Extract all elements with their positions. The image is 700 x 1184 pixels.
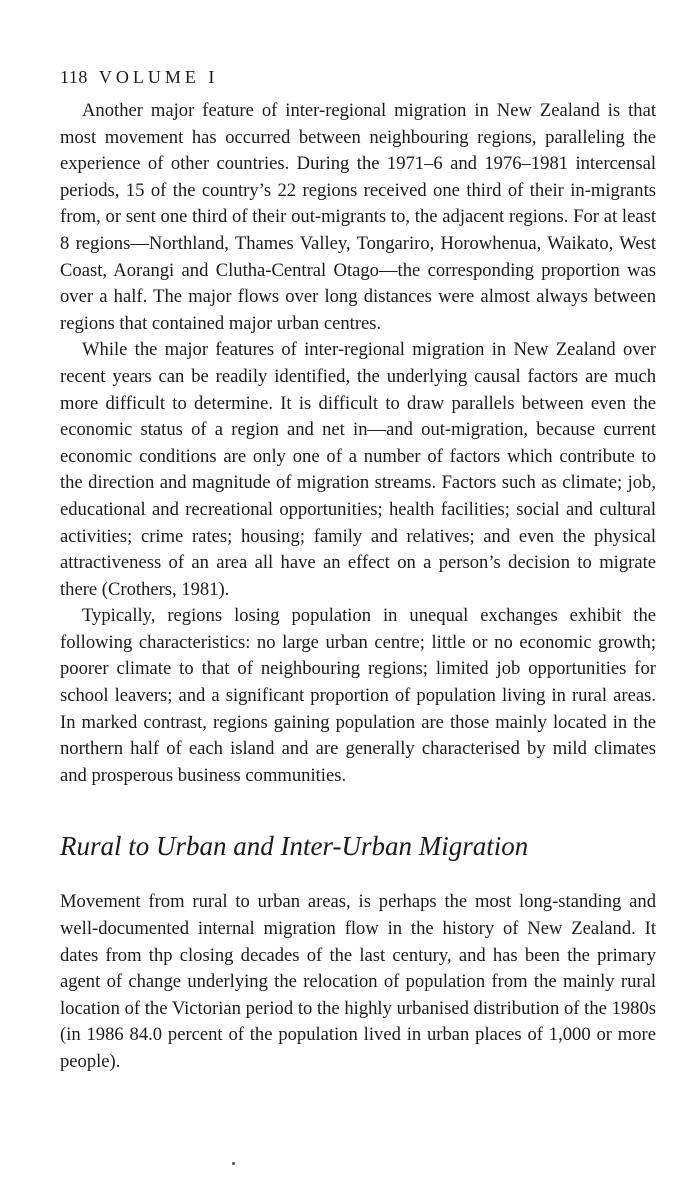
- book-page: [60, 64, 656, 1076]
- section-heading: Rural to Urban and Inter-Urban Migration: [60, 831, 529, 862]
- paragraph-neighbouring-regions: Another major feature of inter-regional migration in New Zealand is that most movement has occurred between neighbouring regions, paralleling the experience of other countries. During the 1971–6 and 1976–1981 intercensal periods, 15 of the country’s 22 regions received one third of their in-migrants from, or sent one third of their out-migrants to, the adjacent regions. For at least 8 regions—Northland, Thames Valley, Tongariro, Horowhenua, Waikato, West Coast, Aorangi and Clutha-Central Otago—the corresponding proportion was over a half. The major flows over long distances were almost always between regions that contained major urban centres.: [60, 100, 656, 334]
- paragraph-region-characteristics: Typically, regions losing population in unequal exchanges exhibit the following characteristics: no large urban centre; little or no economic growth; poorer climate to that of neighbouring regions; limited job opportunities for school leavers; and a significant proportion of population living in rural areas. In marked contrast, regions gaining population are those mainly located in the northern half of each island and are generally characterised by mild climates and prosperous business communities.: [60, 605, 656, 786]
- paragraph-rural-urban: Movement from rural to urban areas, is perhaps the most long-standing and well-documented internal migration flow in the history of New Zealand. It dates from thp closing decades of the last century, and has been the primary agent of change underlying the relocation of population from the mainly rural location of the Victorian period to the highly urbanised distribution of the 1980s (in 1986 84.0 percent of the population lived in urban places of 1,000 or more people).: [60, 891, 656, 1072]
- running-head: [60, 64, 656, 90]
- page-number: 118: [60, 67, 88, 87]
- footer-mark: [232, 1162, 235, 1165]
- volume-label: VOLUME I: [98, 67, 219, 87]
- paragraph-causal-factors: While the major features of inter-regional migration in New Zealand over recent years can be readily identified, the underlying causal factors are much more difficult to determine. It is difficult to draw parallels between even the economic status of a region and net in—and out-migration, because current economic conditions are only one of a number of factors which contribute to the direction and magnitude of migration streams. Factors such as climate; job, educational and recreational opportunities; health facilities; social and cultural activities; crime rates; housing; family and relatives; and even the physical attractiveness of an area all have an effect on a person’s decision to migrate there (Crothers, 1981).: [60, 339, 656, 600]
